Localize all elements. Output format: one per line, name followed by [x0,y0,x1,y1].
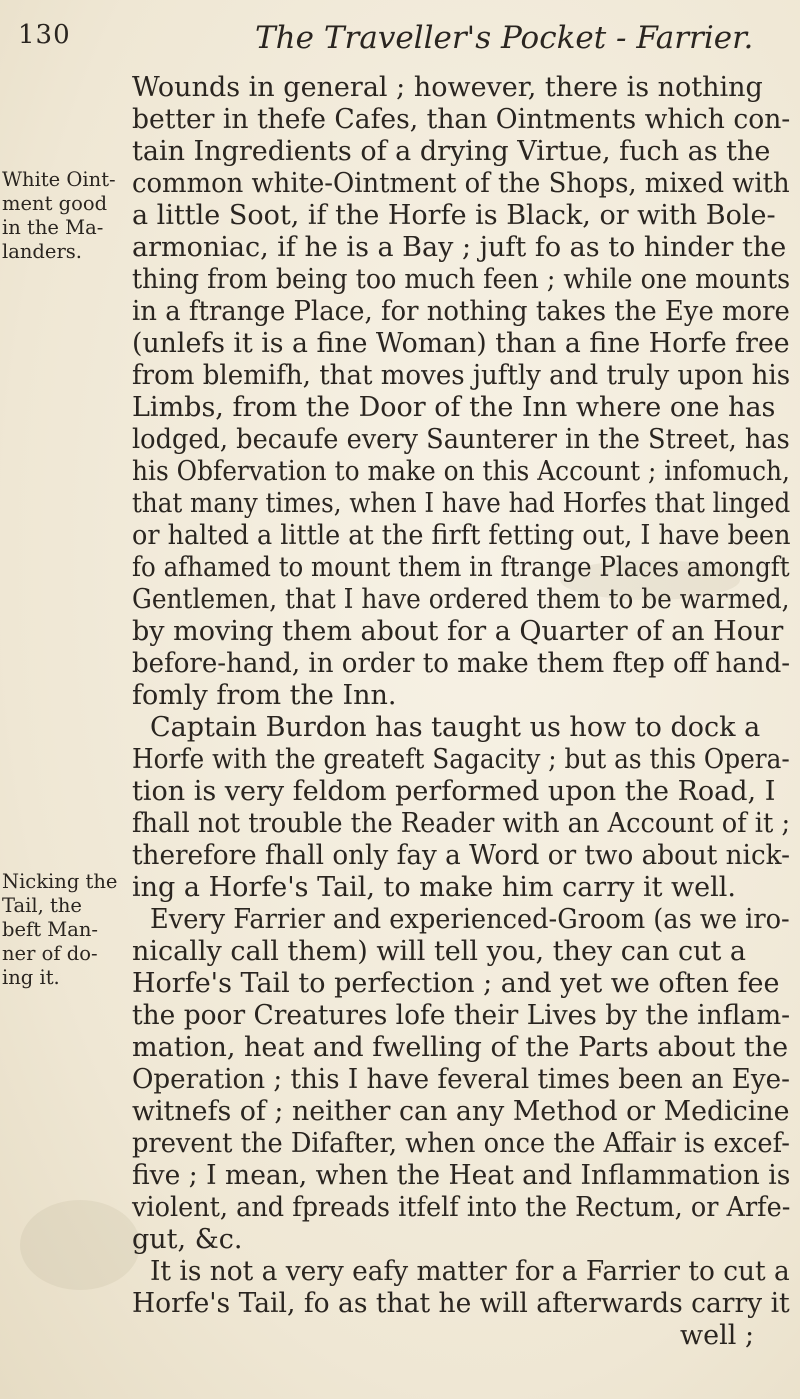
text-line: his Obfervation to make on this Account ; infomuch, [132,456,790,487]
text-line: well ; [680,1320,755,1351]
page-header [0,20,800,70]
text-line: violent, and fpreads itfelf into the Rectum, or Arfe- [132,1192,791,1223]
text-line: Gentlemen, that I have ordered them to be warmed, [132,584,790,615]
text-line: a little Soot, if the Horfe is Black, or with Bole- [132,200,776,231]
text-line: fhall not trouble the Reader with an Account of it ; [132,808,791,839]
margin-note: Nicking the Tail, the beft Man- ner of do- ing it. [2,870,118,989]
text-line: Wounds in general ; however, there is nothing [132,72,763,103]
text-line: gut, &c. [132,1224,243,1255]
page-number: 130 [18,20,71,50]
paper-stain [20,1200,140,1290]
text-line: tion is very feldom performed upon the Road, I [132,776,776,807]
text-line: nically call them) will tell you, they can cut a [132,936,746,967]
text-line: It is not a very eafy matter for a Farrier to cut a [150,1256,790,1287]
text-line: that many times, when I have had Horfes that linged [132,488,791,519]
text-line: Captain Burdon has taught us how to dock a [150,712,761,743]
text-line: from blemifh, that moves juftly and truly upon his [132,360,791,391]
text-line: Horfe's Tail to perfection ; and yet we often fee [132,968,780,999]
text-line: ing a Horfe's Tail, to make him carry it well. [132,872,736,903]
text-line: better in thefe Cafes, than Ointments which con- [132,104,791,135]
running-title: The Traveller's Pocket - Farrier. [255,20,754,56]
text-line: tain Ingredients of a drying Virtue, fuch as the [132,136,771,167]
text-line: Horfe's Tail, fo as that he will afterwards carry it [132,1288,790,1319]
text-line: before-hand, in order to make them ftep off hand- [132,648,791,679]
text-line: thing from being too much feen ; while one mounts [132,264,791,295]
text-line: mation, heat and fwelling of the Parts about the [132,1032,789,1063]
text-line: in a ftrange Place, for nothing takes the Eye more [132,296,790,327]
text-line: therefore fhall only fay a Word or two about nick- [132,840,790,871]
text-line: fomly from the Inn. [132,680,397,711]
text-line: witnefs of ; neither can any Method or Medicine [132,1096,790,1127]
text-line: or halted a little at the firft fetting out, I have been [132,520,791,551]
text-line: Horfe with the greateft Sagacity ; but as this Opera- [132,744,790,775]
text-line: armoniac, if he is a Bay ; juft fo as to hinder the [132,232,787,263]
text-line: (unlefs it is a fine Woman) than a fine Horfe free [132,328,790,359]
text-line: Every Farrier and experienced-Groom (as we iro- [150,904,790,935]
text-line: Operation ; this I have feveral times been an Eye- [132,1064,790,1095]
text-line: Limbs, from the Door of the Inn where one has [132,392,776,423]
text-line: the poor Creatures lofe their Lives by the inflam- [132,1000,791,1031]
text-line: five ; I mean, when the Heat and Inflammation is [132,1160,791,1191]
text-line: lodged, becaufe every Saunterer in the Street, has [132,424,790,455]
margin-note: White Oint- ment good in the Ma- landers. [2,168,116,263]
text-line: by moving them about for a Quarter of an Hour [132,616,784,647]
text-line: common white-Ointment of the Shops, mixed with [132,168,790,199]
text-line: fo afhamed to mount them in ftrange Places amongft [132,552,790,583]
text-line: prevent the Difafter, when once the Affair is excef- [132,1128,790,1159]
